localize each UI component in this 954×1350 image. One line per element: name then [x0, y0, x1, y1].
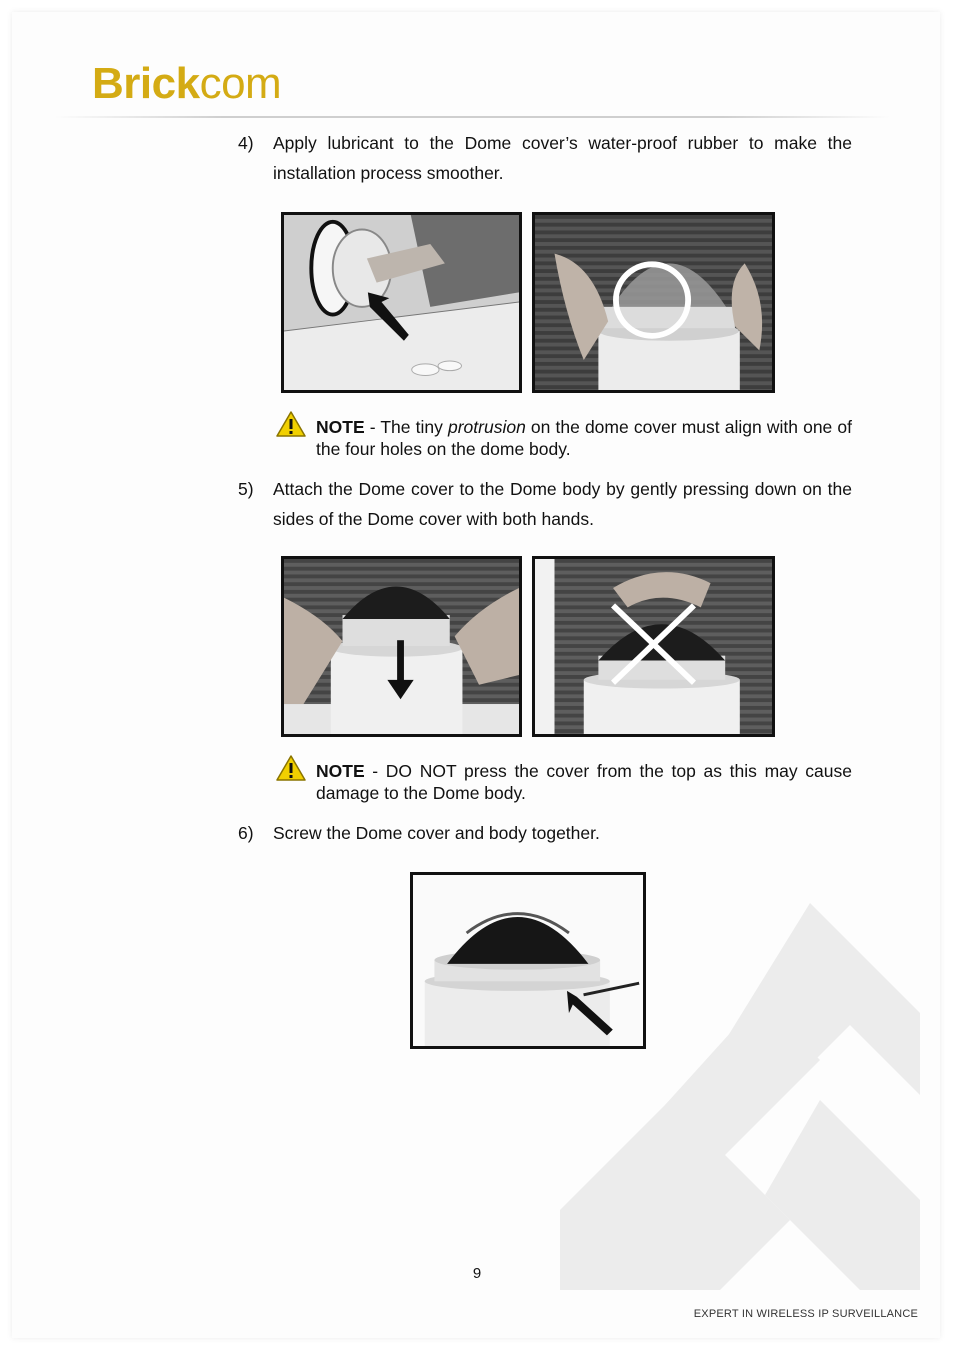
step-6 — [238, 818, 852, 848]
note-label: NOTE — [316, 761, 365, 781]
step-text: Screw the Dome cover and body together. — [273, 823, 600, 843]
step-text: Apply lubricant to the Dome cover’s water-proof rubber to make the installation process smoother. — [273, 133, 852, 183]
note-label: NOTE — [316, 417, 365, 437]
step-4 — [238, 128, 852, 188]
note-emphasis: protrusion — [447, 417, 526, 437]
note-do-not-press — [276, 760, 852, 804]
header-rule — [55, 116, 890, 118]
step-number: 4) — [238, 133, 254, 153]
logo-brand-bold: Brick — [92, 59, 200, 108]
photo-press-top-wrong — [532, 556, 775, 737]
warning-icon — [276, 754, 306, 787]
step-number: 5) — [238, 479, 254, 499]
step-number: 6) — [238, 823, 254, 843]
note-text-pre: - DO NOT press the cover from the top as this may cause damage to the Dome body. — [316, 761, 852, 803]
photo-press-sides — [281, 556, 522, 737]
step-text: Attach the Dome cover to the Dome body by gently pressing down on the sides of the Dome cover with both hands. — [273, 479, 852, 529]
warning-icon — [276, 410, 306, 443]
note-text-post: on the dome cover must align with one of the four holes on the dome body. — [316, 417, 852, 459]
photo-lubricant-rubber — [281, 212, 522, 393]
logo-brand-light: com — [199, 59, 282, 108]
note-protrusion — [276, 416, 852, 460]
footer-tagline: EXPERT IN WIRELESS IP SURVEILLANCE — [693, 1308, 918, 1320]
note-text-pre: - The tiny — [364, 417, 448, 437]
step-5 — [238, 474, 852, 534]
page-number: 9 — [472, 1265, 482, 1282]
brickcom-logo — [92, 59, 282, 108]
photo-screw-cover — [410, 872, 646, 1049]
photo-align-protrusion — [532, 212, 775, 393]
